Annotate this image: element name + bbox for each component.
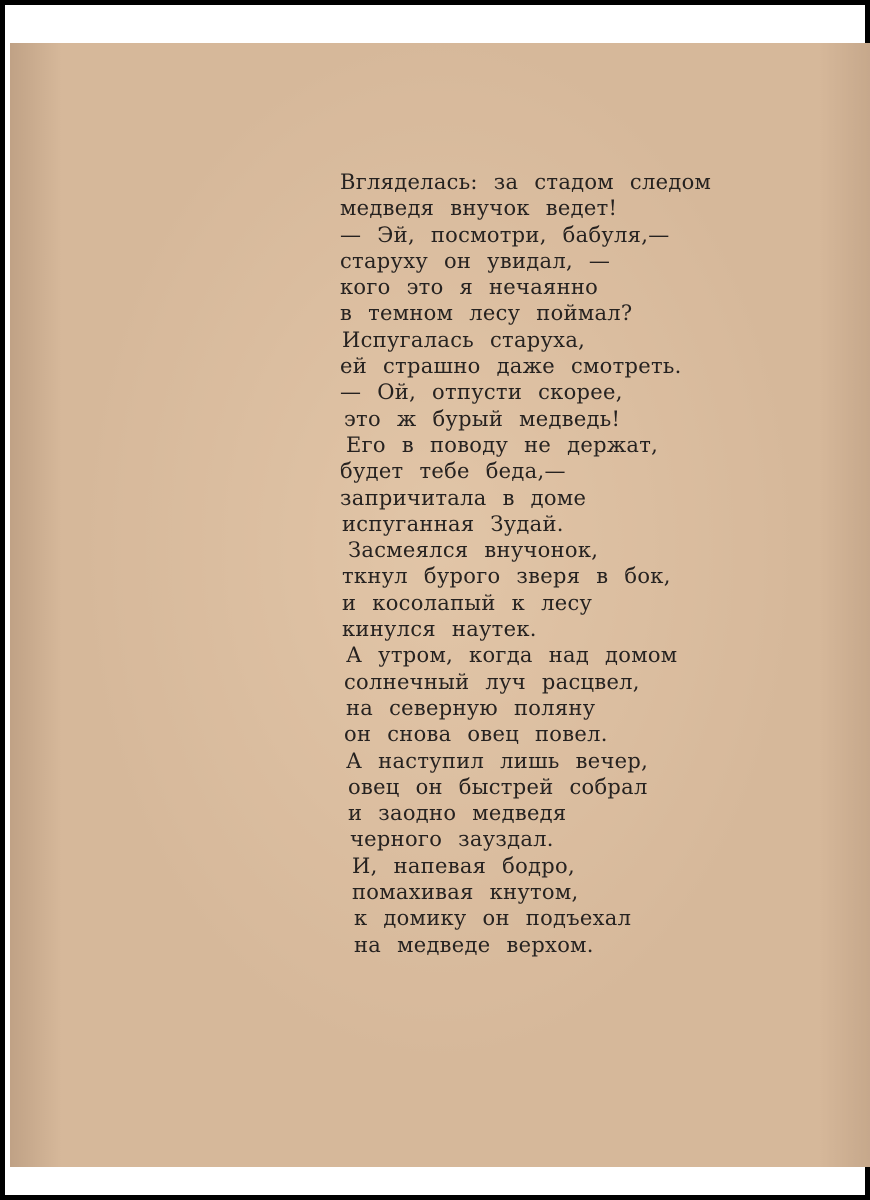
poem-line: солнечный луч расцвел, [344, 669, 640, 694]
poem-line: Испугалась старуха, [342, 327, 586, 352]
poem-line: помахивая кнутом, [352, 880, 579, 905]
poem-line: Его в поводу не держат, [346, 432, 659, 457]
poem-line: на медведе верхом. [354, 932, 594, 957]
book-page [10, 43, 870, 1167]
poem-line: испуганная Зудай. [342, 511, 564, 536]
poem-line: старуху он увидал, — [340, 248, 611, 273]
poem-line: ей страшно даже смотреть. [340, 354, 682, 379]
poem-line: черного зауздал. [350, 827, 554, 852]
poem-line: ткнул бурого зверя в бок, [342, 564, 671, 589]
poem-line: — Эй, посмотри, бабуля,— [340, 222, 670, 247]
poem-line: кого это я нечаянно [340, 275, 599, 300]
poem-line: и заодно медведя [348, 801, 567, 826]
poem-line: на северную поляну [346, 695, 596, 720]
poem-line: А наступил лишь вечер, [346, 748, 649, 773]
poem-line: это ж бурый медведь! [344, 406, 621, 431]
poem-text [340, 169, 711, 958]
poem-line: кинулся наутек. [342, 617, 537, 642]
poem-line: к домику он подъехал [354, 906, 632, 931]
poem-line: Засмеялся внучонок, [348, 538, 599, 563]
poem-line: медведя внучок ведет! [340, 196, 618, 221]
poem-line: будет тебе беда,— [340, 459, 566, 484]
poem-line: в темном лесу поймал? [340, 301, 633, 326]
poem-line: и косолапый к лесу [342, 590, 593, 615]
poem-line: И, напевая бодро, [352, 853, 575, 878]
poem-line: Вгляделась: за стадом следом [340, 170, 712, 194]
poem-line: овец он быстрей собрал [348, 774, 648, 799]
poem-line: А утром, когда над домом [346, 643, 678, 668]
poem-line: — Ой, отпусти скорее, [340, 380, 623, 405]
poem-line: он снова овец повел. [344, 722, 608, 747]
poem-line: запричитала в доме [340, 485, 587, 510]
